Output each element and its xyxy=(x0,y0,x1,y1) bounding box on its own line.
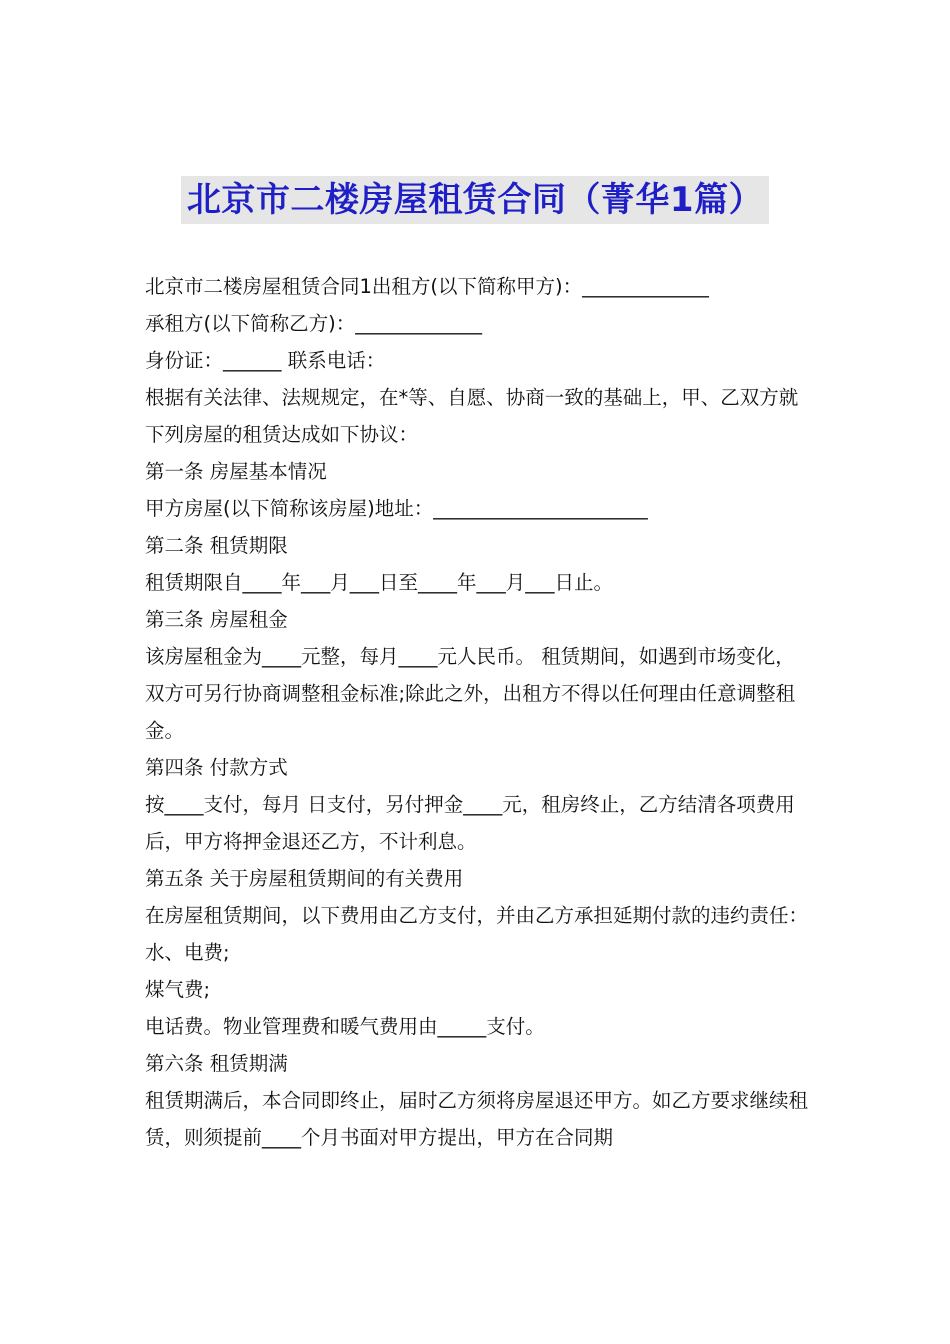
paragraph: 甲方房屋(以下简称该房屋)地址：______________________ xyxy=(145,497,648,520)
document-title: 北京市二楼房屋租赁合同（菁华1篇） xyxy=(181,176,769,224)
section-heading: 第三条 房屋租金 xyxy=(145,608,288,631)
list-item: 水、电费; xyxy=(145,941,230,964)
paragraph: 在房屋租赁期间，以下费用由乙方支付，并由乙方承担延期付款的违约责任： xyxy=(145,904,809,927)
paragraph: 租赁期满后，本合同即终止，届时乙方须将房屋退还甲方。如乙方要求继续租赁，则须提前____个月书面对甲方提出，甲方在合同期 xyxy=(145,1089,809,1149)
paragraph: 该房屋租金为____元整，每月____元人民币。 租赁期间，如遇到市场变化，双方可另行协商调整租金标准;除此之外，出租方不得以任何理由任意调整租金。 xyxy=(145,645,796,742)
paragraph: 按____支付，每月 日支付，另付押金____元，租房终止，乙方结清各项费用后，甲方将押金退还乙方，不计利息。 xyxy=(145,793,795,853)
paragraph: 北京市二楼房屋租赁合同1出租方(以下简称甲方)：_____________ xyxy=(145,275,709,298)
paragraph: 租赁期限自____年___月___日至____年___月___日止。 xyxy=(145,571,614,594)
section-heading: 第五条 关于房屋租赁期间的有关费用 xyxy=(145,867,464,890)
section-heading: 第一条 房屋基本情况 xyxy=(145,460,327,483)
paragraph: 根据有关法律、法规规定，在*等、自愿、协商一致的基础上，甲、乙双方就下列房屋的租赁达成如下协议： xyxy=(145,386,799,446)
list-item: 煤气费; xyxy=(145,978,211,1001)
section-heading: 第二条 租赁期限 xyxy=(145,534,288,557)
title-container xyxy=(0,176,950,224)
paragraph: 身份证：______ 联系电话： xyxy=(145,349,386,372)
section-heading: 第六条 租赁期满 xyxy=(145,1052,288,1075)
section-heading: 第四条 付款方式 xyxy=(145,756,288,779)
paragraph: 承租方(以下简称乙方)：_____________ xyxy=(145,312,482,335)
list-item: 电话费。物业管理费和暖气费用由_____支付。 xyxy=(145,1015,545,1038)
document-body xyxy=(145,268,810,1156)
